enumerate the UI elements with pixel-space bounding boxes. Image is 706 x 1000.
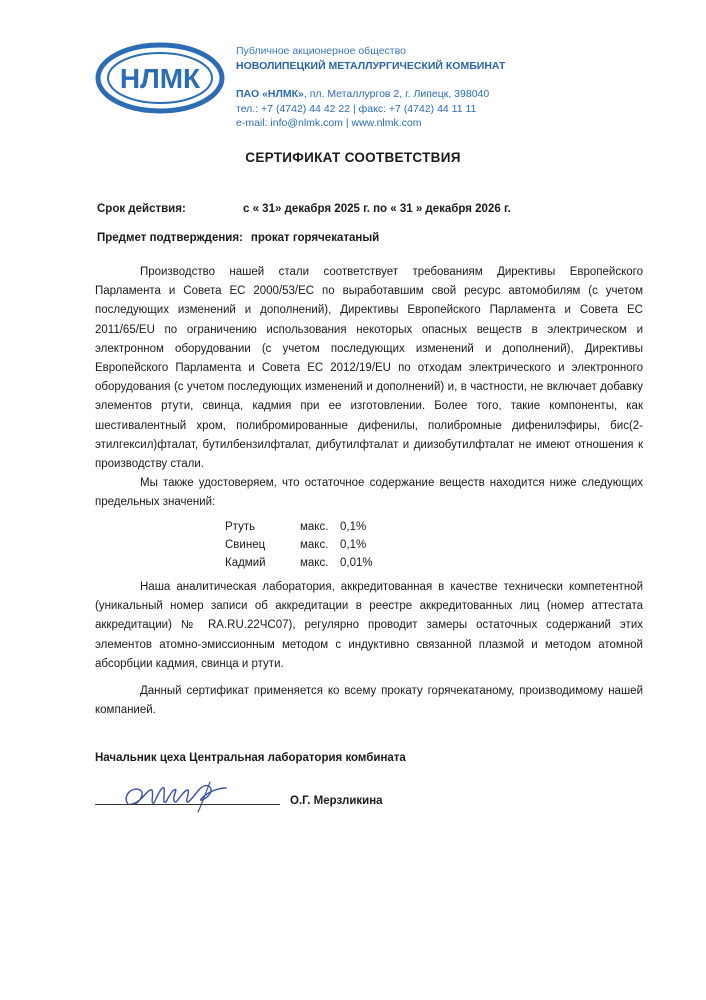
limits-table (225, 518, 373, 572)
address-text: , пл. Металлургов 2, г. Липецк, 398040 (303, 88, 490, 100)
signer-name: О.Г. Мерзликина (290, 795, 383, 807)
document-title: СЕРТИФИКАТ СООТВЕТСТВИЯ (245, 150, 461, 165)
limit-row (225, 554, 373, 572)
company-address (236, 87, 505, 102)
paragraph-laboratory: Наша аналитическая лаборатория, аккредитованная в качестве технически компетентной (уникальный номер записи об аккредитации в реестре аккредитованных лиц (номер аттестата аккредитации) № RA.RU.22ЧС07), регулярно проводит замеры остаточных содержаний этих элементов атомно-эмиссионным методом с индуктивно связанной плазмой и методом атомной абсорбции кадмия, свинца и ртути. (95, 581, 643, 670)
handwritten-signature (118, 776, 236, 816)
validity-label: Срок действия: (97, 203, 186, 215)
nlmk-logo (95, 42, 225, 114)
company-info (236, 44, 505, 131)
subject-line (97, 232, 379, 244)
company-type: Публичное акционерное общество (236, 45, 406, 57)
contact-links: e-mail: info@nlmk.com | www.nlmk.com (236, 117, 422, 129)
limit-max: макс. (300, 539, 329, 551)
limit-row (225, 536, 373, 554)
limit-element: Ртуть (225, 521, 256, 533)
company-name: НОВОЛИПЕЦКИЙ МЕТАЛЛУРГИЧЕСКИЙ КОМБИНАТ (236, 59, 506, 72)
limit-row (225, 518, 373, 536)
signature-line (95, 804, 280, 805)
logo-text: НЛМК (119, 63, 201, 94)
limit-value: 0,01% (340, 557, 373, 569)
paragraph-directives: Производство нашей стали соответствует требованиям Директивы Европейского Парламента и Совета ЕС 2000/53/ЕС по выработавшим свой ресурс автомобилям (с учетом последующих изменений и дополнений), Директивы Европейского Парламента и Совета ЕС 2011/65/EU по ограничению использования некоторых опасных веществ в электрическом и электронном оборудовании (с учетом последующих изменений и дополнений), Директивы Европейского Парламента и Совета ЕС 2012/19/EU по отходам электрического и электронного оборудования (с учетом последующих изменений и дополнений) и, в частности, не включает добавку элементов ртути, свинца, кадмия при ее изготовлении. Более того, такие компоненты, как шестивалентный хром, полибромированные дифенилы, полибромные дифенилэфиры, бис(2-этилгексил)фталат, бутилбензилфталат, дибутилфталат и диизобутилфталат не имеют отношения к производству стали. (95, 266, 643, 471)
subject-value: прокат горячекатаный (250, 232, 380, 244)
paragraph-limits-intro: Мы также удостоверяем, что остаточное содержание веществ находится ниже следующих предельных значений: (95, 477, 643, 509)
company-short-name: ПАО «НЛМК» (236, 88, 304, 100)
signer-position: Начальник цеха Центральная лаборатория комбината (95, 752, 406, 764)
limit-element: Кадмий (225, 557, 266, 569)
limit-value: 0,1% (340, 521, 367, 533)
validity-value: с « 31» декабря 2025 г. по « 31 » декабря 2026 г. (243, 203, 511, 215)
limit-element: Свинец (225, 539, 266, 551)
limit-max: макс. (300, 557, 329, 569)
limit-value: 0,1% (340, 539, 367, 551)
limit-max: макс. (300, 521, 329, 533)
paragraph-scope: Данный сертификат применяется ко всему прокату горячекатаному, производимому нашей компанией. (95, 685, 643, 717)
subject-label: Предмет подтверждения: (97, 232, 243, 244)
phone-fax: тел.: +7 (4742) 44 42 22 | факс: +7 (4742) 44 11 11 (236, 102, 477, 115)
